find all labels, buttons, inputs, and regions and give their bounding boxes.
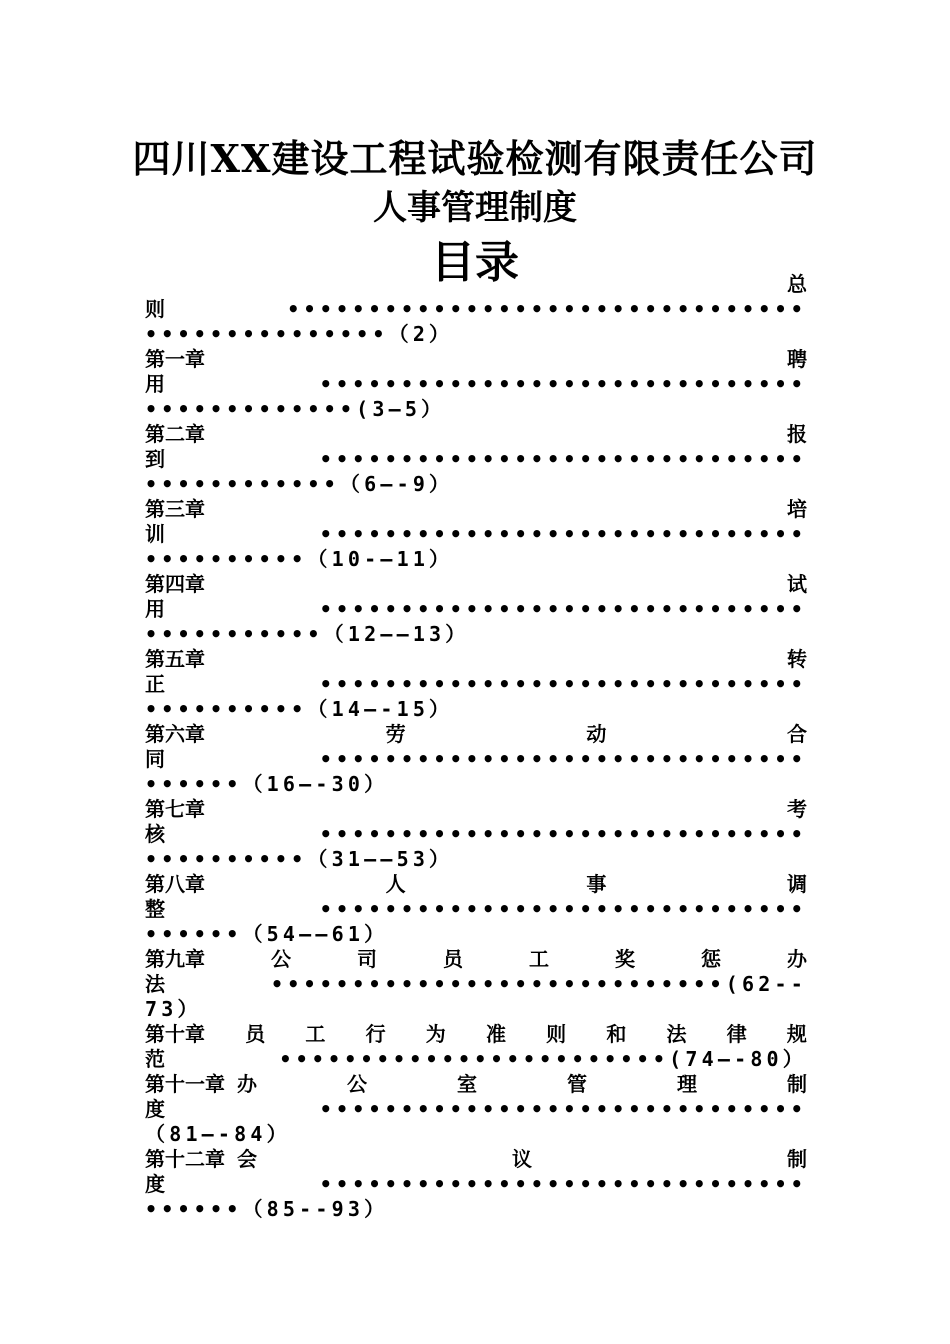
- toc-title-end: 用: [145, 372, 165, 396]
- toc-entry-leader-line: [145, 672, 807, 697]
- toc-page-range: ••••••••••（14—-15）: [145, 697, 454, 721]
- toc-title-part: 律: [726, 1022, 747, 1046]
- toc-title-part: 公: [271, 947, 291, 971]
- toc-heading: 目录: [431, 237, 519, 288]
- toc-dot-leader: ••••••••••••••••••••••••••••••••: [287, 297, 807, 321]
- toc-title-part: 管: [567, 1072, 587, 1096]
- toc-page-range: ••••••••••（10-—11）: [145, 547, 454, 571]
- toc-title-part: 动: [586, 722, 607, 746]
- toc-title-part: 考: [787, 797, 807, 821]
- toc-entry-leader-line: [145, 1047, 807, 1072]
- toc-entry[interactable]: [145, 1022, 807, 1072]
- toc-entry-leader-line: [145, 372, 807, 397]
- toc-title-part: 调: [786, 872, 807, 896]
- toc-title-part: 和: [606, 1022, 627, 1046]
- toc-entry-title-line: [145, 1022, 807, 1047]
- toc-title-end: 同: [145, 747, 165, 771]
- toc-title-part: 工: [529, 947, 549, 971]
- toc-title-part: 合: [786, 722, 807, 746]
- toc-title-part: 行: [365, 1022, 386, 1046]
- toc-page-range: ••••••••••（31——53）: [145, 847, 454, 871]
- toc-page-range: ••••••（85--93）: [145, 1197, 389, 1221]
- toc-title-end: 正: [145, 672, 165, 696]
- toc-entry[interactable]: [145, 722, 807, 797]
- toc-entry-leader-line: [145, 1172, 807, 1197]
- toc-dot-leader: ••••••••••••••••••••••••••••••: [319, 747, 807, 771]
- toc-title-part: 惩: [701, 947, 721, 971]
- toc-entry-leader-line: [145, 597, 807, 622]
- toc-page-range: （81—-84）: [145, 1122, 291, 1146]
- toc-title-part: 第六章: [145, 722, 205, 746]
- toc-entry[interactable]: [145, 947, 807, 1022]
- toc-title-part: 法: [666, 1022, 687, 1046]
- toc-entry-leader-line: [145, 897, 807, 922]
- toc-entry-leader-line: [145, 1097, 807, 1122]
- toc-dot-leader: ••••••••••••••••••••••••••••••: [319, 897, 807, 921]
- toc-title-end: 到: [145, 447, 165, 471]
- toc-title-end: 训: [145, 522, 165, 546]
- toc-page-range: ••••••（16—-30）: [145, 772, 389, 796]
- toc-page-range: ••••••（54——61）: [145, 922, 389, 946]
- toc-title-part: 报: [787, 422, 807, 446]
- toc-title-part: 第十章: [145, 1022, 205, 1046]
- toc-title-part: 劳: [385, 722, 406, 746]
- toc-title-part: 制: [786, 1072, 807, 1096]
- toc-title-end: 度: [145, 1172, 165, 1196]
- toc-title-part: 第九章: [145, 947, 205, 971]
- toc-dot-leader: ••••••••••••••••••••••••••••(62--: [271, 972, 807, 996]
- toc-entry-title-line: [145, 347, 807, 372]
- toc-dot-leader: ••••••••••••••••••••••••(74—-80）: [279, 1047, 807, 1071]
- table-of-contents: [145, 272, 807, 1222]
- toc-title-part: 公: [347, 1072, 368, 1096]
- toc-title-part: 为: [425, 1022, 446, 1046]
- toc-title-part: 培: [787, 497, 807, 521]
- toc-title-part: 则: [546, 1022, 567, 1046]
- toc-entry-leader-line: [145, 297, 807, 322]
- toc-title-part: 第一章: [145, 347, 205, 371]
- toc-dot-leader: ••••••••••••••••••••••••••••••: [319, 1097, 807, 1121]
- toc-entry-title-line: [145, 1147, 807, 1172]
- toc-title-part: 第二章: [145, 422, 205, 446]
- toc-entry[interactable]: [145, 347, 807, 422]
- toc-dot-leader: ••••••••••••••••••••••••••••••: [319, 597, 807, 621]
- toc-dot-leader: ••••••••••••••••••••••••••••••: [319, 372, 807, 396]
- document-subtitle: 人事管理制度: [373, 188, 577, 228]
- toc-entry-title-line: [145, 947, 807, 972]
- toc-title-end: 范: [145, 1047, 165, 1071]
- toc-entry-title-line: [145, 497, 807, 522]
- toc-title-part: 第四章: [145, 572, 205, 596]
- toc-entry-leader-line: [145, 522, 807, 547]
- toc-title-part: 人: [385, 872, 406, 896]
- toc-dot-leader: ••••••••••••••••••••••••••••••: [319, 522, 807, 546]
- toc-entry[interactable]: [145, 572, 807, 647]
- toc-entry-title-line: [145, 422, 807, 447]
- toc-title-end: 度: [145, 1097, 165, 1121]
- toc-page-range: 73）: [145, 997, 202, 1021]
- toc-entry[interactable]: [145, 647, 807, 722]
- toc-title-end: 核: [145, 822, 165, 846]
- toc-title-part: 第五章: [145, 647, 205, 671]
- toc-entry[interactable]: [145, 797, 807, 872]
- toc-entry[interactable]: [145, 272, 807, 347]
- toc-entry-leader-line: [145, 747, 807, 772]
- toc-title-part: 事: [586, 872, 607, 896]
- toc-entry[interactable]: [145, 872, 807, 947]
- toc-entry-title-line: [145, 872, 807, 897]
- toc-page-range: •••••••••••••(3—5）: [145, 397, 446, 421]
- document-title: 四川XX建设工程试验检测有限责任公司: [132, 136, 818, 181]
- toc-title-part: 第八章: [145, 872, 205, 896]
- toc-entry-title-line: [145, 572, 807, 597]
- toc-title-part: 室: [457, 1072, 478, 1096]
- toc-title-end: 则: [145, 297, 165, 321]
- toc-title-part: 制: [786, 1147, 807, 1171]
- toc-title-part: 理: [676, 1072, 697, 1096]
- toc-dot-leader: ••••••••••••••••••••••••••••••: [319, 447, 807, 471]
- toc-entry-title-line: [145, 797, 807, 822]
- toc-page-range: •••••••••••••••（2）: [145, 322, 454, 346]
- toc-title-part: 聘: [787, 347, 807, 371]
- toc-title-end: 法: [145, 972, 165, 996]
- toc-entry-leader-line: [145, 972, 807, 997]
- toc-entry-leader-line: [145, 447, 807, 472]
- toc-title-part: 总: [787, 272, 807, 296]
- toc-page-range: •••••••••••（12——13）: [145, 622, 470, 646]
- toc-entry[interactable]: [145, 422, 807, 497]
- toc-title-part: 司: [357, 947, 377, 971]
- toc-dot-leader: ••••••••••••••••••••••••••••••: [319, 672, 807, 696]
- toc-entry-title-line: [145, 722, 807, 747]
- toc-dot-leader: ••••••••••••••••••••••••••••••: [319, 1172, 807, 1196]
- toc-entry-title-line: [145, 1072, 807, 1097]
- toc-title-part: 转: [787, 647, 807, 671]
- toc-entry[interactable]: [145, 1072, 807, 1147]
- toc-title-end: 用: [145, 597, 165, 621]
- toc-title-end: 整: [145, 897, 165, 921]
- toc-entry-title-line: [145, 272, 807, 297]
- toc-entry-leader-line: [145, 822, 807, 847]
- toc-title-part: 议: [512, 1147, 533, 1171]
- toc-title-part: 准: [485, 1022, 506, 1046]
- toc-title-part: 员: [245, 1022, 266, 1046]
- toc-entry-title-line: [145, 647, 807, 672]
- toc-title-part: 第三章: [145, 497, 205, 521]
- toc-title-part: 工: [305, 1022, 326, 1046]
- toc-page-range: ••••••••••••（6—-9）: [145, 472, 454, 496]
- toc-title-part: 第七章: [145, 797, 205, 821]
- toc-dot-leader: ••••••••••••••••••••••••••••••: [319, 822, 807, 846]
- toc-title-part: 员: [443, 947, 463, 971]
- toc-entry[interactable]: [145, 497, 807, 572]
- toc-entry[interactable]: [145, 1147, 807, 1222]
- toc-title-part: 办: [787, 947, 807, 971]
- toc-title-part: 第十一章 办: [145, 1072, 258, 1096]
- toc-title-part: 试: [787, 572, 807, 596]
- toc-title-part: 奖: [615, 947, 635, 971]
- toc-title-part: 第十二章 会: [145, 1147, 258, 1171]
- toc-title-part: 规: [786, 1022, 807, 1046]
